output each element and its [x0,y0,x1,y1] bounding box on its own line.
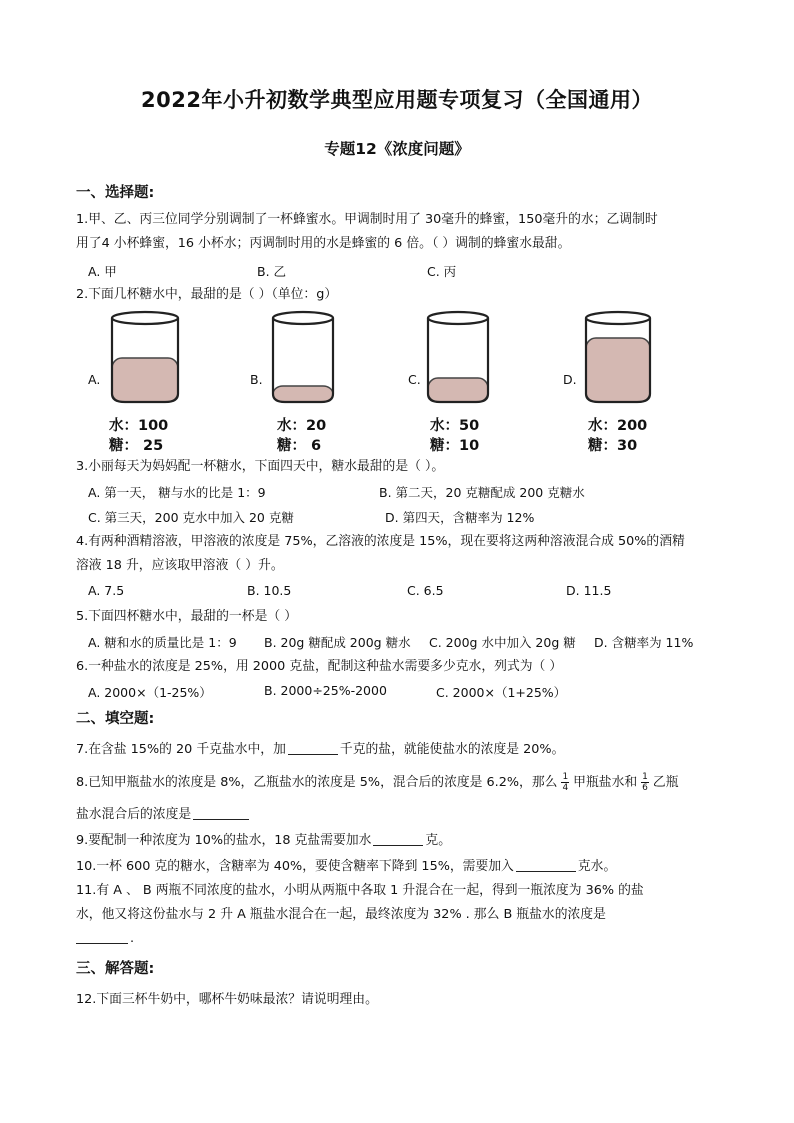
question-4-line-1: 4.有两种酒精溶液，甲溶液的浓度是 75%，乙溶液的浓度是 15%，现在要将这两种溶液混合成 50%的酒精 [76,534,685,549]
option-d[interactable]: D. 第四天，含糖率为 12% [385,510,535,525]
option-c[interactable]: C. 丙 [427,264,457,279]
question-5-options [88,633,728,653]
question-8-text-b: 甲瓶盐水和 [573,775,638,790]
cup-c-sugar-label: 糖：10 [430,438,480,454]
answer-blank[interactable] [193,805,249,820]
question-7-text-after: 千克的盐，就能使盐水的浓度是 20%。 [339,742,565,757]
cup-b-water-label: 水：20 [277,418,327,434]
fraction-denominator: 4 [562,783,569,793]
cup-b-letter[interactable]: B. [250,372,263,387]
section-heading-fill: 二、填空题: [76,711,155,727]
cup-d-sugar-label: 糖：30 [588,438,638,454]
cup-c-water-label: 水：50 [430,418,480,434]
answer-blank[interactable] [516,857,576,872]
cup-c-beaker-icon [423,308,493,406]
option-a[interactable]: A. 7.5 [88,583,125,598]
question-8-line-2 [76,803,728,827]
question-12: 12.下面三杯牛奶中，哪杯牛奶味最浓？请说明理由。 [76,992,378,1007]
fraction-numerator: 1 [562,772,569,782]
fraction-one-sixth [641,772,649,793]
question-5: 5.下面四杯糖水中，最甜的一杯是（ ） [76,609,298,624]
question-4-options [88,583,728,603]
question-10-text-before: 10.一杯 600 克的糖水，含糖率为 40%，要使含糖率下降到 15%，需要加入 [76,859,514,874]
cup-d-beaker-icon [581,308,655,406]
question-6: 6.一种盐水的浓度是 25%，用 2000 克盐，配制这种盐水需要多少克水，列式为（ ） [76,659,563,674]
question-3-options-row-1 [88,483,728,503]
question-11 [76,879,728,951]
cup-b-liquid [273,386,333,402]
question-3: 3.小丽每天为妈妈配一杯糖水，下面四天中，糖水最甜的是（ ）。 [76,459,445,474]
question-8 [76,771,728,827]
cup-a-liquid [112,358,178,402]
option-a[interactable]: A. 第一天， 糖与水的比是 1：9 [88,485,266,500]
fraction-numerator: 1 [642,772,648,782]
question-9-text-before: 9.要配制一种浓度为 10%的盐水，18 克盐需要加水 [76,833,372,848]
question-9 [76,829,728,853]
question-1 [76,208,728,256]
question-1-line-1: 1.甲、乙、丙三位同学分别调制了一杯蜂蜜水。甲调制时用了 30毫升的蜂蜜，150毫升的水；乙调制时 [76,212,658,227]
section-heading-solve: 三、解答题: [76,961,155,977]
option-a[interactable]: A. 甲 [88,264,117,279]
question-11-line-3 [76,927,728,951]
cup-a-water-label: 水：100 [109,418,169,434]
fraction-denominator: 6 [642,783,648,793]
question-7 [76,738,728,762]
cup-c-letter[interactable]: C. [408,372,421,387]
question-10 [76,855,728,879]
option-c[interactable]: C. 第三天，200 克水中加入 20 克糖 [88,510,294,525]
question-8-text-c: 乙瓶 [652,775,679,790]
question-9-text-after: 克。 [425,833,452,848]
option-b[interactable]: B. 乙 [257,264,287,279]
option-a[interactable]: A. 糖和水的质量比是 1：9 [88,635,237,650]
page-title: 2022年小升初数学典型应用题专项复习（全国通用） [141,88,653,112]
option-b[interactable]: B. 2000÷25%-2000 [264,683,387,698]
fraction-one-quarter [561,772,569,793]
cup-c-liquid [428,378,488,402]
question-4 [76,530,728,578]
answer-blank[interactable] [288,740,338,755]
option-b[interactable]: B. 第二天，20 克糖配成 200 克糖水 [379,485,585,500]
option-b[interactable]: B. 10.5 [247,583,292,598]
cup-d-liquid [586,338,650,402]
answer-blank[interactable] [76,929,128,944]
option-c[interactable]: C. 6.5 [407,583,444,598]
question-11-period: . [130,931,135,946]
page-subtitle: 专题12《浓度问题》 [324,140,470,158]
question-8-line-1 [76,771,728,795]
question-7-text-before: 7.在含盐 15%的 20 千克盐水中，加 [76,742,286,757]
question-8-text-d: 盐水混合后的浓度是 [76,807,192,822]
cup-b-beaker-icon [268,308,338,406]
cup-d-water-label: 水：200 [588,418,648,434]
question-4-line-2: 溶液 18 升，应该取甲溶液（ ）升。 [76,558,284,573]
option-a[interactable]: A. 2000×（1-25%） [88,685,212,700]
question-1-options [88,262,728,282]
option-d[interactable]: D. 11.5 [566,583,612,598]
question-8-text-a: 8.已知甲瓶盐水的浓度是 8%，乙瓶盐水的浓度是 5%，混合后的浓度是 6.2%，那么 [76,775,558,790]
answer-blank[interactable] [373,831,423,846]
option-c[interactable]: C. 2000×（1+25%） [436,685,567,700]
cup-d-letter[interactable]: D. [563,372,577,387]
option-d[interactable]: D. 含糖率为 11% [594,635,694,650]
option-b[interactable]: B. 20g 糖配成 200g 糖水 [264,635,411,650]
cup-a-sugar-label: 糖： 25 [109,438,164,454]
cup-b-sugar-label: 糖： 6 [277,438,322,454]
question-3-options-row-2 [88,508,728,528]
question-1-line-2: 用了4 小杯蜂蜜，16 小杯水；丙调制时用的水是蜂蜜的 6 倍。（ ）调制的蜂蜜水最甜。 [76,236,571,251]
question-11-line-2: 水，他又将这份盐水与 2 升 A 瓶盐水混合在一起，最终浓度为 32% . 那么 B 瓶盐水的浓度是 [76,907,606,922]
question-11-line-1: 11.有 A 、 B 两瓶不同浓度的盐水，小明从两瓶中各取 1 升混合在一起，得到一瓶浓度为 36% 的盐 [76,883,644,898]
option-c[interactable]: C. 200g 水中加入 20g 糖 [429,635,576,650]
question-2: 2.下面几杯糖水中，最甜的是（ ）（单位：g） [76,287,338,302]
cup-a-beaker-icon [107,308,183,406]
question-10-text-after: 克水。 [577,859,617,874]
cup-a-letter[interactable]: A. [88,372,101,387]
question-6-options [88,683,728,703]
section-heading-choice: 一、选择题: [76,185,155,201]
